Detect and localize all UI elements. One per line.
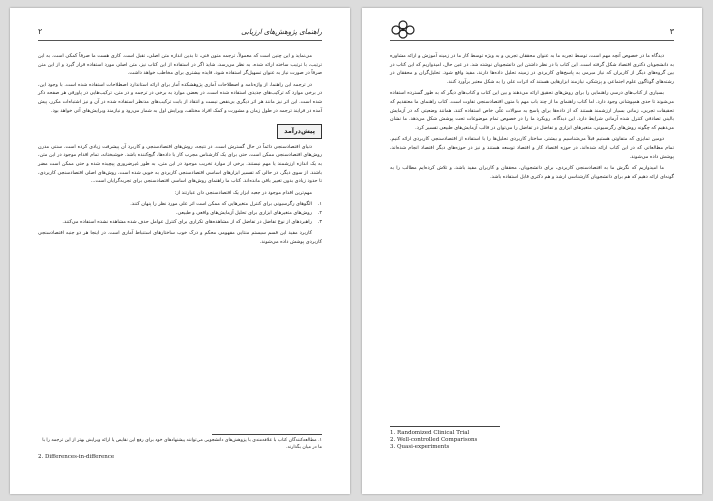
running-title: راهنمای پژوهش‌های ارزیابی <box>241 28 322 36</box>
university-emblem-icon <box>390 18 416 40</box>
paragraph: دومین تمایزی که متفاوتی هستیم قبلاً می‌شناسیم و بیشتر، ساختار کاربردی تحلیل‌ها را با استفاده از اقتصادسنجی کاربردی ارائه کنیم. تمام مطالعاتی که در این کتاب ارائه شده‌اند، در حوزه اقتصاد کار و اقتصاد توسعه هستند و نیز در حوزه‌های دیگر اقتصاد انجام شده‌اند، پوشش داده می‌شوند. <box>390 136 674 160</box>
right-page <box>362 8 702 494</box>
paragraph: مهم‌ترین اقدام موجود در جعبه ابزار یک اقتصادسنجی دان عبارتند از: <box>174 189 312 196</box>
footnote: 1. Randomized Clinical Trial <box>390 430 470 436</box>
left-page-number: ۲ <box>38 27 43 36</box>
paragraph: دنیای اقتصادسنجی دائماً در حال گسترش است. در نتیجه، روش‌های اقتصادسنجی و کاربرد آن پیشرفت زیادی کرده است. سنتی مدرن روش‌های اقتصادسنجی ممکن است، حتی برای یک کارشناس مجرب کار با داده‌ها، گیج‌کننده باشد. خوشبختانه، تمام اقدام موجود در این متن، به یک اندازه ارزشمند یا مهم نیستند. برخی از موارد تخریب موجود در این متن، به طور غیرضروری پیچیده شده و حتی ممکن است مضر باشند. از سوی دیگر، در حالی که تفسیر ابزارهای اساسی اقتصادسنجی کاربردی به خوبی شده است، روش‌های اصلی اقتصادسنجی کاربردی، تا حدود زیادی بدون تغییر باقی مانده‌اند. کتاب ما راهنمای روش‌های اساسی اقتصادسنجی برای تجربه‌گرایان است... <box>38 143 322 185</box>
left-page-body <box>38 52 322 249</box>
list-item: ۱. الگوهای رگرسیونی برای کنترل متغیرهایی که ممکن است اثر علی مورد نظر را پنهان کنند. <box>130 201 322 208</box>
footnote-rule <box>390 426 500 427</box>
list-item: ۲. روش‌های متغیرهای ابزاری برای تحلیل آزمایش‌های واقعی و طبیعی. <box>175 209 322 216</box>
section-heading: پیش‌درآمد <box>277 124 322 139</box>
right-page-header <box>390 26 674 41</box>
paragraph: می‌نماید و این چنین است که معمولاً، ترجمه متون فنی، تا بدین اندازه متن اصلی، تقبل است. کاری هست ما صرفاً کمکی است. به این ترتیب، با ترتیب ساخته ارائه شده، به نظر می‌رسد، شاید اگر در استفاده از این کتاب نیز، متن اصلی مورد استفاده قرار گیرد و از این متن صرفاً در صورت نیاز به عنوان تسهیل‌گر استفاده شود، فایده بیشتری برای مخاطب خواهد داشت. <box>38 53 322 77</box>
paragraph: ما امیدواریم که نگرش ما به اقتصادسنجی کاربردی، برای دانشجویان، محققان و کاربران مفید باشد، و تلاش کرده‌ایم مطالب را به گونه‌ای ارائه دهیم که هم برای دانشجویان کارشناسی ارشد و هم دکتری قابل استفاده باشد. <box>390 165 674 180</box>
footnote-fa: ۱. مطالعه‌کنندگان کتاب با علاقه‌مندی با پژوهش‌های دانشجویی می‌توانند پیشنهادهای خود برای رفع این نقایص یا ارائه ویرایش بهتر از این ترجمه را با ما در میان بگذارند. <box>42 438 322 450</box>
footnote-en: 2. Differences-in-difference <box>38 454 115 460</box>
list-item: ۳. راهبردهای از نوع تفاضل در تفاضل که از مشاهده‌های تکراری برای کنترل عوامل حذف شده مشاهده نشده استفاده می‌کنند. <box>62 218 322 225</box>
footnote: 2. Well-controlled Comparisons <box>390 437 478 443</box>
right-page-body <box>390 52 674 184</box>
toolkit-list <box>38 200 322 226</box>
paragraph: در ترجمه این راهنما، از واژه‌نامه و اصطلاحات آماری پژوهشکده آمار برای ارائه استاندارد اصطلاحات استفاده شده است. با وجود این، در برخی موارد که ترکیب‌های جدیدی استفاده شده است، در بعضی موارد به برخی در ترجمه و در متن، ترکیب‌هایی در پاورقی هر صفحه ذکر شده است. این اثر نیز مانند هر اثر دیگری بی‌نقص نیست و انتقاد از بابت ترکیب‌های مدنظر استفاده شده در آن و نیز اشتباه‌ات مکرر، پیش آمده در فرایند ترجمه در طول زمان و مشورت و کمک افراد مختلف، ویرایش اول به شمار می‌رود و نیازمند ویرایش‌های آتی خواهد بود. <box>38 81 322 114</box>
left-page-header <box>38 26 322 41</box>
paragraph: کاربرد مفید این قسم سیستم منتایی مفهومی محکم و درک خوب ساختارهای استنباط آماری است. در اینجا هر دو جنبه اقتصادسنجی کاربردی پوشش داده می‌شوند. <box>38 230 322 245</box>
right-page-number: ۳ <box>669 27 674 36</box>
left-page <box>10 8 350 494</box>
paragraph: بسیاری از کتاب‌های درسی راهنمایی را برای روش‌های تحقیق ارائه می‌دهند و بین این کتاب و کتاب‌های دیگر که به طور گسترده استفاده می‌شوند تا حدی همپوشانی وجود دارد. اما کتاب راهنمای ما از چند باب مهم با متون اقتصادسنجی تفاوت است. کتاب راهنمای ما معتقدیم که تحقیقات تجربی، زمانی بسیار ارزشمند هستند که از داده‌ها برای پاسخ به سوالات علّی خاص استفاده کنند، همانند وضعیتی که در آزمایش بالینی تصادفی کنترل شده آرمانی شرایط دارد. این دیدگاه، رویکرد ما را در خصوص تمام موضوعات تحت پوشش شکل می‌دهد. ما نشان می‌دهیم که چگونه روش‌های رگرسیونی، متغیرهای ابزاری و تفاضل در تفاضل را می‌توان در قالب آزمایش‌های طبیعی تفسیر کرد. <box>390 90 674 131</box>
footnote: 3. Quasi-experiments <box>390 444 450 450</box>
footnotes-en <box>390 430 674 451</box>
paragraph: دیدگاه ما در خصوص آنچه مهم است، توسط تجربه ما به عنوان محققان تجربی و به ویژه توسط کار ما در زمینه آموزش و ارائه مشاوره به دانشجویان دکتری اقتصاد شکل گرفته است. این کتاب با در نظر داشتن این دانشجویان نوشته شد. در عین حال، امیدواریم که این کتاب در بین گروه‌های دیگر از کاربران که نیاز مبرمی به پاسخ‌های کاربردی در زمینه تحلیل داده‌ها دارند، مفید واقع شود. تحلیل‌گران و محققان در رشته‌های گوناگون علوم اجتماعی و پزشکی، نیازمند ابزارهایی هستند که اثرات علی را به شکل معتبر برآورد کنند. <box>390 53 674 85</box>
footnote-rule <box>212 434 322 435</box>
